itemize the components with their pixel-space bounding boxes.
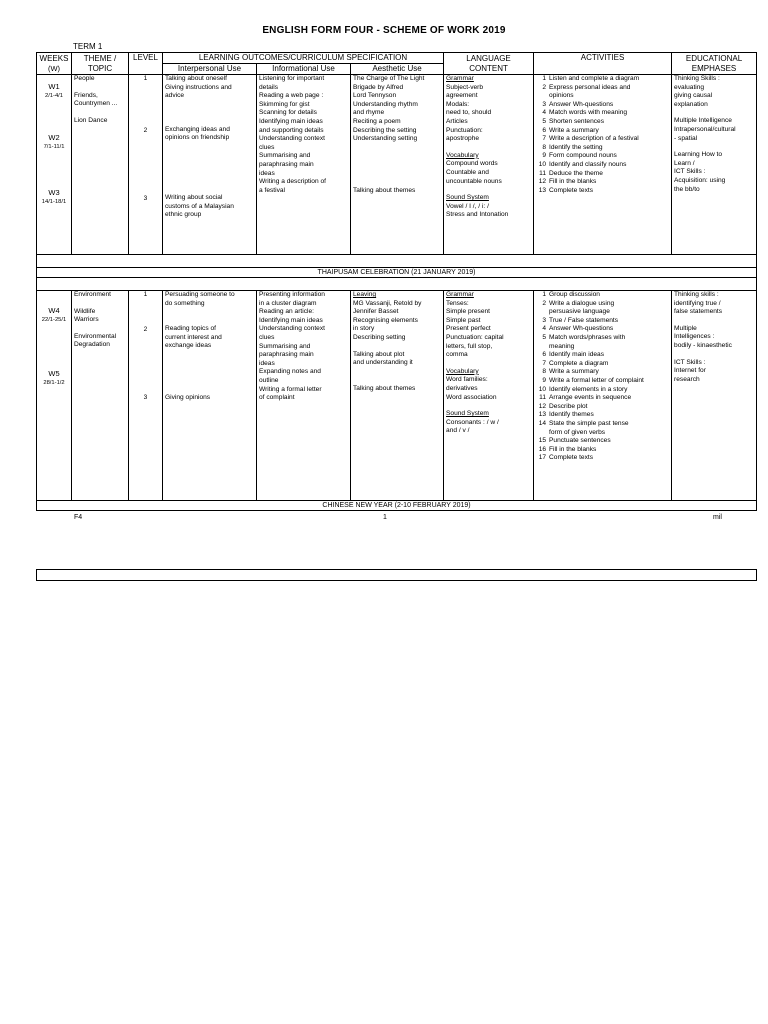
language-content-header: LANGUAGE CONTENT [444,53,534,75]
spacer-row [37,255,757,268]
activity-number: 3 [542,100,547,108]
activity-number: 7 [542,359,547,367]
activity-item [536,411,669,420]
interpersonal-header: Interpersonal Use [163,64,257,75]
aesthetic-cell: The Charge of The Light Brigade by Alfred Lord Tennyson Understanding rhythm and rhyme Reciting a poem Describing the setting Understanding setting Talking about themes [351,75,444,255]
activity-item [536,187,669,196]
activity-number: 9 [542,152,547,160]
activity-number: 12 [538,178,547,186]
educational-emphases-header: EDUCATIONAL EMPHASES [672,53,757,75]
holiday-band-thaipusam: THAIPUSAM CELEBRATION (21 JANUARY 2019) [37,268,757,278]
activity-number: 8 [542,368,547,376]
activity-number: 3 [542,316,547,324]
activity-number: 5 [542,117,547,125]
level-cell: 1 2 3 [129,291,163,501]
footer-left: F4 [74,514,83,521]
activity-number: 11 [539,394,547,402]
content-row-term1-block2 [37,291,757,501]
activity-item [536,446,669,455]
educational-emphases-cell: Thinking skills : identifying true / false statements Multiple Intelligences : bodily - kinaesthetic ICT Skills : Internet for research [672,291,757,501]
activity-number [536,343,546,352]
content-row-term1-block1 [37,75,757,255]
activity-text: Identify elements in a story [549,385,628,393]
activities-cell [534,291,672,501]
activity-text: Answer Wh-questions [549,325,614,333]
activity-item [536,118,669,127]
activity-text: Identify main ideas [549,351,605,359]
activity-item [536,92,669,101]
activity-item [536,178,669,187]
header-row-1 [37,53,757,64]
activity-item [536,351,669,360]
activity-text: Fill in the blanks [549,178,597,186]
activity-text: True / False statements [549,316,619,324]
holiday-band-chinese-new-year: CHINESE NEW YEAR (2-10 FEBRUARY 2019) [37,501,757,511]
activity-item [536,437,669,446]
activity-item [536,161,669,170]
activity-number: 5 [542,333,547,341]
activity-text: Describe plot [549,402,588,410]
activity-text: Match words/phrases with [549,333,626,341]
activity-item [536,170,669,179]
activity-text: persuasive language [549,308,610,316]
informational-header: Informational Use [257,64,351,75]
activity-number: 12 [538,402,547,410]
activity-text: Arrange events in sequence [549,394,632,402]
footer-page-number: 1 [383,514,387,521]
activity-number: 10 [538,160,547,168]
activity-text: form of given verbs [549,428,606,436]
activity-number: 1 [542,291,547,298]
activity-number: 10 [538,385,547,393]
activity-item [536,454,669,463]
weeks-header: WEEKS (W) [37,53,72,75]
activity-item [536,101,669,110]
activity-number: 17 [538,454,547,462]
activity-item [536,300,669,309]
activity-item [536,360,669,369]
activity-number: 11 [539,169,547,177]
activity-text: State the simple past tense [549,419,629,427]
activity-text: Write a summary [549,368,599,376]
learning-outcomes-header: LEARNING OUTCOMES/CURRICULUM SPECIFICATION [163,53,444,64]
activity-item [536,429,669,438]
theme-cell: Environment Wildlife Warriors Environmental Degradation [72,291,129,501]
activity-text: Answer Wh-questions [549,100,614,108]
activity-text: Write a summary [549,126,599,134]
activity-number [536,429,546,438]
level-cell: 1 2 3 [129,75,163,255]
activity-text: Write a dialogue using [549,299,615,307]
activity-item [536,84,669,93]
language-content-cell: Grammar Subject-verb agreement Modals: need to, should Articles Punctuation: apostrophe Vocabulary Compound words Countable and uncountable nouns Sound System Vowel / I /, / i: / Stress and Intonation [444,75,534,255]
activity-number: 8 [542,143,547,151]
activity-text: Complete texts [549,186,594,194]
activity-text: Express personal ideas and [549,83,631,91]
activity-text: Identify and classify nouns [549,160,627,168]
language-content-cell: Grammar Tenses: Simple present Simple past Present perfect Punctuation: capital letters, full stop, comma Vocabulary Word families: derivatives Word association Sound System Consonants : / w / and / v / [444,291,534,501]
weeks-cell: W1 2/1-4/1 W2 7/1-11/1 W3 14/1-18/1 [37,75,72,255]
level-header: LEVEL [129,53,163,75]
activity-text: Group discussion [549,291,600,298]
theme-cell: People Friends, Countrymen ... Lion Dance [72,75,129,255]
activity-text: Write a formal letter of complaint [549,376,644,384]
activity-number: 2 [542,299,547,307]
activity-number: 15 [538,437,547,445]
activity-number: 14 [538,419,547,427]
activity-number: 1 [542,75,547,82]
activity-text: Write a description of a festival [549,135,639,143]
activity-item [536,403,669,412]
activities-header: ACTIVITIES [534,53,672,75]
activity-text: Fill in the blanks [549,445,597,453]
scheme-of-work-table [36,52,757,511]
activity-number: 13 [538,186,547,194]
activity-item [536,109,669,118]
activity-text: opinions [549,92,574,100]
activity-text: Deduce the theme [549,169,603,177]
activity-number: 9 [542,376,547,384]
empty-box [36,569,757,581]
activity-item [536,394,669,403]
term-label: TERM 1 [73,42,103,51]
activity-item [536,377,669,386]
interpersonal-cell: Talking about oneself Giving instructions and advice Exchanging ideas and opinions on friendship Writing about social customs of a Malaysian ethnic group [163,75,257,255]
informational-cell: Presenting information in a cluster diagram Reading an article: Identifying main ideas Understanding context clues Summarising and paraphrasing main ideas Expanding notes and outline Writing a formal letter of complaint [257,291,351,501]
activity-number [536,308,546,317]
weeks-cell: W4 22/1-25/1 W5 28/1-1/2 [37,291,72,501]
activity-item [536,420,669,429]
activity-item [536,291,669,300]
activity-text: Listen and complete a diagram [549,75,640,82]
activity-number: 7 [542,135,547,143]
activity-number: 2 [542,83,547,91]
educational-emphases-cell: Thinking Skills : evaluating giving causal explanation Multiple Intelligence Intrapersonal/cultural - spatial Learning How to Learn / ICT Skills : Acquisition: using the bb/to [672,75,757,255]
activity-item [536,386,669,395]
activity-text: Form compound nouns [549,152,617,160]
activity-item [536,152,669,161]
activity-text: meaning [549,342,575,350]
activity-item [536,368,669,377]
activity-text: Match words with meaning [549,109,628,117]
spacer-row [37,278,757,291]
theme-header: THEME / TOPIC [72,53,129,75]
activity-text: Identify the setting [549,143,603,151]
activity-number: 16 [538,445,547,453]
activity-text: Punctuate sentences [549,437,611,445]
activity-number: 6 [542,351,547,359]
document-title: ENGLISH FORM FOUR - SCHEME OF WORK 2019 [262,25,506,36]
activity-text: Shorten sentences [549,117,605,125]
activity-text: Complete a diagram [549,359,609,367]
activity-item [536,325,669,334]
activity-number: 4 [542,325,547,333]
activity-item [536,75,669,84]
aesthetic-cell: Leaving MG Vassanji, Retold by Jennifer Basset Recognising elements in story Describing setting Talking about plot and understanding it Talking about themes [351,291,444,501]
activity-item [536,127,669,136]
aesthetic-header: Aesthetic Use [351,64,444,75]
activity-number [536,92,546,101]
footer-right: mil [713,514,722,521]
activity-item [536,135,669,144]
activity-item [536,317,669,326]
activity-item [536,144,669,153]
interpersonal-cell: Persuading someone to do something Reading topics of current interest and exchange ideas Giving opinions [163,291,257,501]
activity-number: 4 [542,109,547,117]
activity-text: Identify themes [549,411,594,419]
activity-number: 13 [538,411,547,419]
activity-item [536,334,669,343]
activity-item [536,343,669,352]
activity-item [536,308,669,317]
activities-cell [534,75,672,255]
informational-cell: Listening for important details Reading a web page : Skimming for gist Scanning for details Identifying main ideas and supporting details Understanding context clues Summarising and paraphrasing main ideas Writing a description of a festival [257,75,351,255]
activity-number: 6 [542,126,547,134]
activity-text: Complete texts [549,454,594,462]
